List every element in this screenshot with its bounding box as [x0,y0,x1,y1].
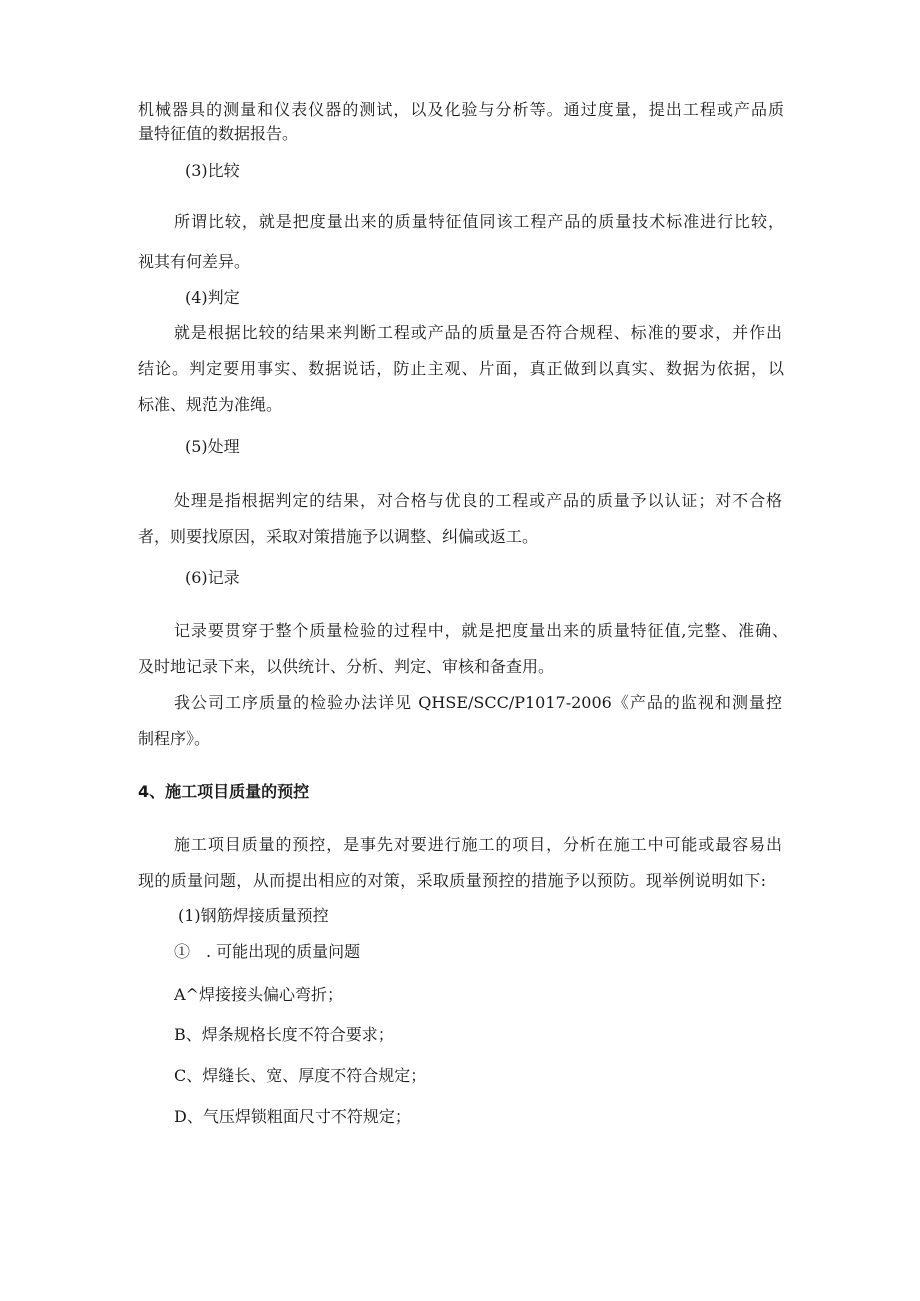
list-item: ① . 可能出现的质量问题 [174,942,361,961]
subheading-compare: (3)比较 [185,161,240,180]
paragraph-line: 就是根据比较的结果来判断工程或产品的质量是否符合规程、标准的要求，并作出 [174,323,782,342]
paragraph-line: 处理是指根据判定的结果，对合格与优良的工程或产品的质量予以认证；对不合格 [174,491,782,510]
paragraph-line: 结论。判定要用事实、数据说话，防止主观、片面，真正做到以真实、数据为依据，以 [138,359,784,378]
list-item: A^焊接接头偏心弯折； [174,985,343,1004]
list-item: C、焊缝长、宽、厚度不符合规定； [174,1066,427,1085]
subheading-record: (6)记录 [185,568,240,587]
paragraph-line: 记录要贯穿于整个质量检验的过程中，就是把度量出来的质量特征值,完整、准确、 [174,621,788,640]
paragraph-line: 量特征值的数据报告。 [138,124,299,143]
section-heading: 4、施工项目质量的预控 [138,782,310,801]
paragraph-line: 制程序》。 [138,729,211,748]
paragraph-line: 施工项目质量的预控，是事先对要进行施工的项目，分析在施工中可能或最容易出 [174,835,782,854]
paragraph-line: 标准、规范为准绳。 [138,395,283,414]
paragraph-line: 及时地记录下来，以供统计、分析、判定、审核和备查用。 [138,657,555,676]
paragraph-line: 视其有何差异。 [138,252,251,271]
subheading-judge: (4)判定 [185,288,240,307]
paragraph-line: 者，则要找原因，采取对策措施予以调整、纠偏或返工。 [138,527,539,546]
list-item: B、焊条规格长度不符合要求； [174,1025,394,1044]
list-item: D、气压焊锁粗面尺寸不符规定； [174,1107,411,1126]
paragraph-line: 现的质量问题，从而提出相应的对策，采取质量预控的措施予以预防。现举例说明如下: [138,871,766,890]
paragraph-line: 机械器具的测量和仪表仪器的测试，以及化验与分析等。通过度量，提出工程或产品质 [138,100,784,119]
paragraph-line: 我公司工序质量的检验办法详见 QHSE/SCC/P1017-2006《产品的监视和测量控 [174,693,782,712]
subheading-handle: (5)处理 [185,437,240,456]
subheading-welding: (1)钢筋焊接质量预控 [178,906,329,925]
paragraph-line: 所谓比较，就是把度量出来的质量特征值同该工程产品的质量技术标准进行比较， [174,212,784,231]
